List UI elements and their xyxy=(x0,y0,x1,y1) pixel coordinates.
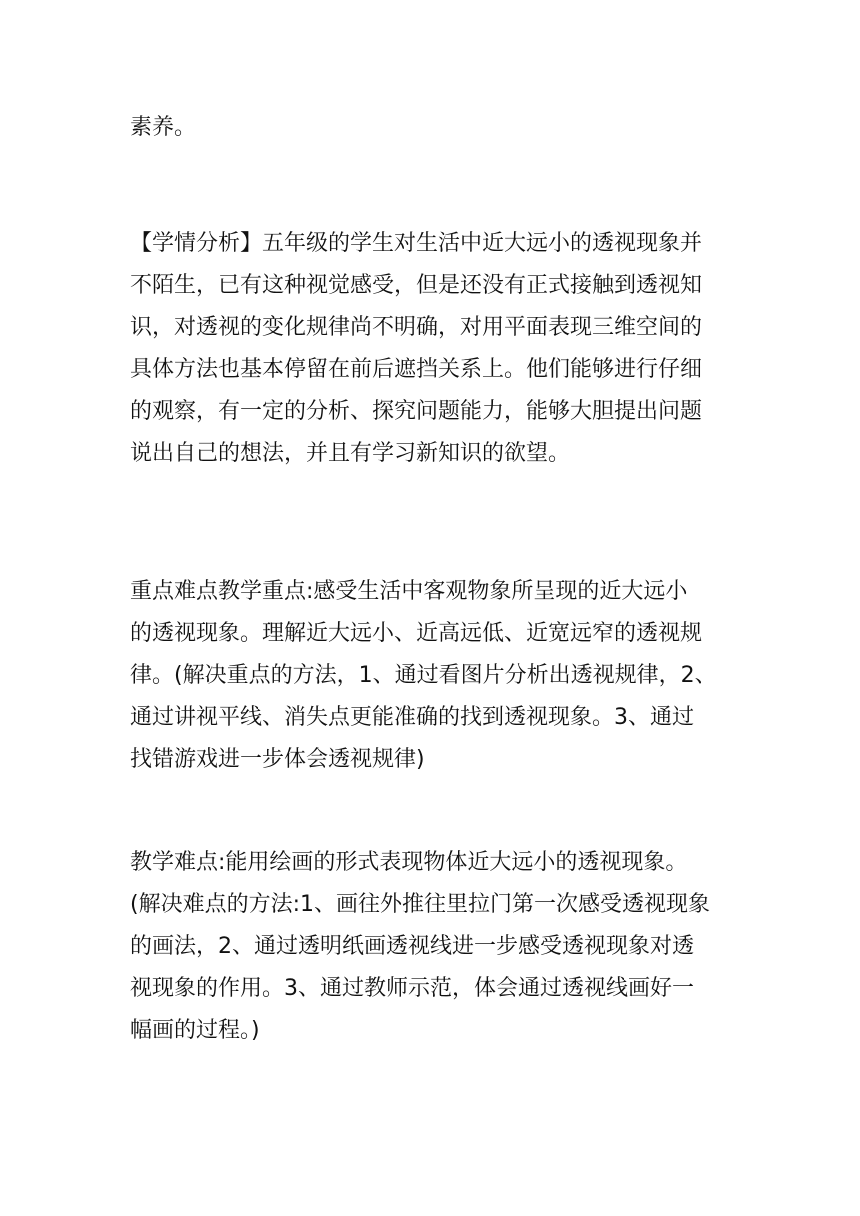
paragraph-key-points xyxy=(130,571,732,781)
text-line: 【学情分析】五年级的学生对生活中近大远小的透视现象并 xyxy=(130,231,703,256)
text-line: 幅画的过程。) xyxy=(130,1018,260,1043)
text-line: 不陌生，已有这种视觉感受，但是还没有正式接触到透视知 xyxy=(130,273,703,298)
text-line: 找错游戏进一步体会透视规律) xyxy=(130,747,425,772)
text-line: 律。(解决重点的方法，1、通过看图片分析出透视规律，2、 xyxy=(130,663,717,688)
text-line: 教学难点:能用绘画的形式表现物体近大远小的透视现象。 xyxy=(130,850,688,875)
text-line: 视现象的作用。3、通过教师示范，体会通过透视线画好一 xyxy=(130,976,694,1001)
text-line: 的观察，有一定的分析、探究问题能力，能够大胆提出问题 xyxy=(130,399,703,424)
text-line: 素养。 xyxy=(130,115,197,140)
text-line: 具体方法也基本停留在前后遮挡关系上。他们能够进行仔细 xyxy=(130,357,703,382)
text-line: 的画法，2、通过透明纸画透视线进一步感受透视现象对透 xyxy=(130,934,694,959)
text-line: 的透视现象。理解近大远小、近高远低、近宽远窄的透视规 xyxy=(130,621,703,646)
text-line: 重点难点教学重点:感受生活中客观物象所呈现的近大远小 xyxy=(130,579,688,604)
text-line: 说出自己的想法，并且有学习新知识的欲望。 xyxy=(130,441,571,466)
text-line: (解决难点的方法:1、画往外推往里拉门第一次感受透视现象 xyxy=(130,892,710,917)
text-line: 识，对透视的变化规律尚不明确，对用平面表现三维空间的 xyxy=(130,315,703,340)
paragraph-student-analysis xyxy=(130,223,732,475)
paragraph-difficulties xyxy=(130,842,732,1052)
text-line: 通过讲视平线、消失点更能准确的找到透视现象。3、通过 xyxy=(130,705,694,730)
paragraph-closing-line xyxy=(130,107,732,149)
